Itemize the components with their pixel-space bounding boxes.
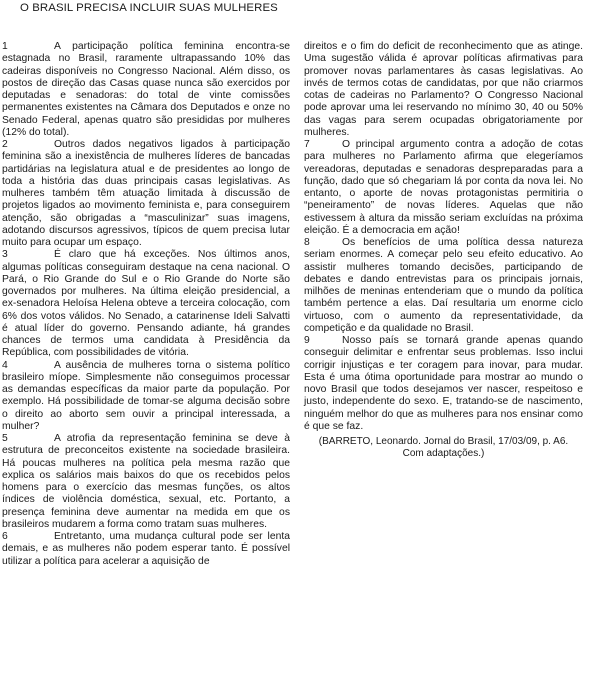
citation-line-2: Com adaptações.): [402, 448, 485, 460]
paragraph-1: [2, 41, 290, 139]
right-column: [304, 41, 583, 461]
citation: [304, 436, 583, 461]
paragraph-6-continued: [304, 41, 583, 139]
paragraph-text: A participação política feminina encontra-se estagnada no Brasil, raramente ultrapassando 10% das cadeiras disponíveis no Congresso Nacional. Além disso, os postos de direção das Casas quase nunca são exercidos por deputadas e senadoras: do total de vinte comissões permanentes existentes na Câmara dos Deputados e onze no Senado Federal, apenas quatro são presididas por mulheres (12% do total).: [2, 41, 290, 138]
paragraph-number: 6: [2, 531, 8, 542]
paragraph-9: [304, 335, 583, 433]
paragraph-text: A ausência de mulheres torna o sistema político brasileiro míope. Simplesmente não conseguimos processar as demandas específicas da maior parte da população. Por exemplo. Há possibilidade de tomar-se alguma decisão sobre o direito ao aborto sem ouvir a principal interessada, a mulher?: [2, 359, 290, 432]
page-title: O BRASIL PRECISA INCLUIR SUAS MULHERES: [20, 2, 278, 14]
paragraph-5: [2, 433, 290, 531]
paragraph-text: Os benefícios de uma política dessa natureza seriam enormes. A começar pelo seu efeito educativo. Ao assistir mulheres tomando decisões, participando de debates e dando entrevistas para os principais jornais, milhões de meninas entenderiam que o mundo da política também pertence a elas. Daí resultaria um enorme ciclo virtuoso, com o aumento da representatividade, da competição e da qualidade no Brasil.: [304, 237, 583, 334]
paragraph-number: 2: [2, 139, 8, 150]
paragraph-text: O principal argumento contra a adoção de cotas para mulheres no Parlamento afirma que elegeríamos vereadoras, deputadas e senadoras despreparadas para a função, dado que só chegariam lá por conta da nova lei. No entanto, o aporte de novas protagonistas permitiria o “peneiramento” de novas líderes. Aquelas que não estivessem à altura da missão seriam excluídas na próxima eleição. É a democracia em ação!: [304, 139, 583, 236]
paragraph-6-start: [2, 531, 290, 568]
citation-line-1: (BARRETO, Leonardo. Jornal do Brasil, 17/03/09, p. A6.: [318, 436, 569, 447]
paragraph-text: A atrofia da representação feminina se deve à estrutura de preconceitos existente na sociedade brasileira. Há poucas mulheres na política pela mesma razão que explica os salários mais baixos do que os recebidos pelos homens para o exercício das mesmas funções, os altos índices de violência doméstica, sexual, etc. Portanto, a presença feminina deve aumentar na medida em que os brasileiros mudarem a forma como tratam suas mulheres.: [2, 433, 290, 530]
paragraph-text: direitos e o fim do deficit de reconhecimento que as atinge. Uma sugestão válida é aprovar políticas afirmativas para promover novas parlamentares às casas legislativas. Ao invés de termos cotas de candidatas, por que não criarmos cotas de cadeiras no Parlamento? O Congresso Nacional pode aprovar uma lei reservando no mínimo 30, 40 ou 50% das vagas para serem ocupadas obrigatoriamente por mulheres.: [304, 41, 583, 138]
paragraph-number: 4: [2, 359, 8, 371]
paragraph-text: É claro que há exceções. Nos últimos anos, algumas políticas conseguiram destaque na cena nacional. O Pará, o Rio Grande do Sul e o Rio Grande do Norte são governados por mulheres. Na última eleição presidencial, a ex-senadora Heloísa Helena obteve a terceira colocação, com 6% dos votos válidos. No Senado, a catarinense Ideli Salvatti é atual líder do governo. Pensando adiante, há grandes chances de termos uma candidata à Presidência da República, com possibilidades de vitória.: [2, 249, 290, 359]
left-column: [2, 41, 290, 568]
paragraph-number: 8: [304, 237, 310, 248]
paragraph-7: [304, 139, 583, 237]
paragraph-number: 3: [2, 249, 8, 261]
paragraph-number: 1: [2, 41, 8, 52]
paragraph-text: Outros dados negativos ligados à participação feminina são a inexistência de mulheres líderes de bancadas partidárias na legislatura atual e de presidentes ao longo de toda a história das duas principais casas legislativas. As mulheres também têm atuação limitada à discussão de projetos ligados ao movimento feminista e, para conseguirem atenção, são obrigadas a “masculinizar” suas imagens, adotando discursos agressivos, típicos de quem precisa lutar muito para ocupar um espaço.: [2, 139, 290, 248]
paragraph-number: 5: [2, 433, 8, 444]
paragraph-4: [2, 360, 290, 434]
paragraph-3: [2, 249, 290, 359]
paragraph-number: 7: [304, 139, 310, 150]
paragraph-8: [304, 237, 583, 335]
paragraph-number: 9: [304, 335, 310, 346]
paragraph-text: Nosso país se tornará grande apenas quando conseguir delimitar e enfrentar seus problemas. Isso inclui corrigir injustiças e ter coragem para inovar, para mudar. Esta é uma ótima oportunidade para mostrar ao mundo o novo Brasil que todos desejamos ver nascer, respeitoso e justo, independente do sexo. E, tratando-se de nascimento, ninguém melhor do que as mulheres para nos ensinar como é que se faz.: [304, 335, 583, 432]
paragraph-text: Entretanto, uma mudança cultural pode ser lenta demais, e as mulheres não podem esperar tanto. É possível utilizar a política para acelerar a aquisição de: [2, 531, 290, 567]
paragraph-2: [2, 139, 290, 249]
